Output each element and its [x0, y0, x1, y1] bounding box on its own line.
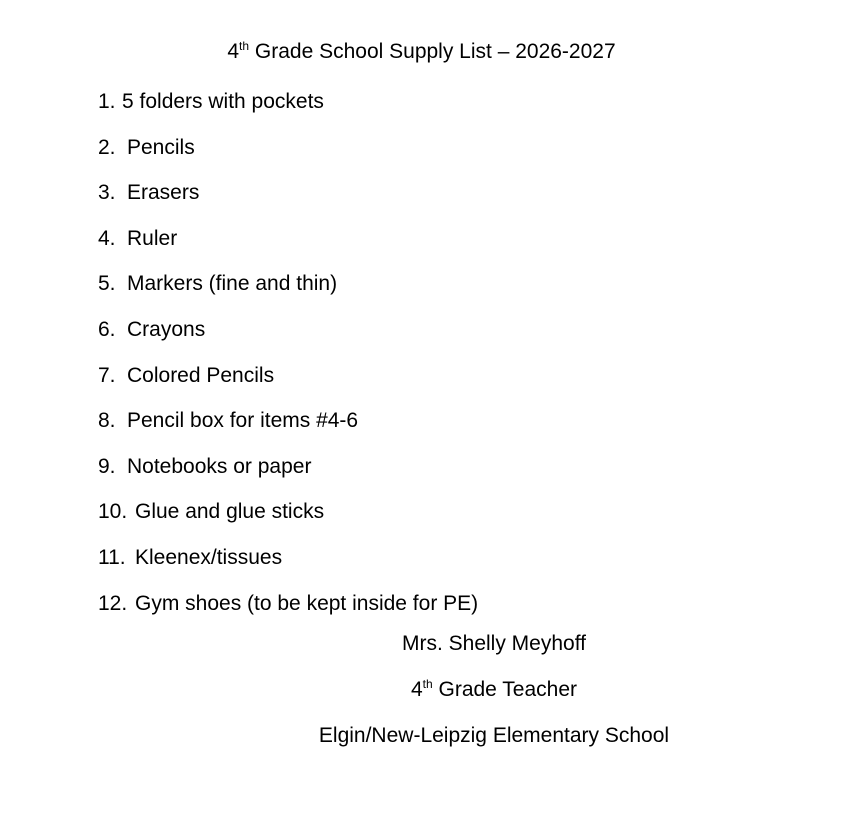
list-item [98, 270, 478, 316]
item-text: Erasers [127, 181, 200, 205]
item-number: 2. [98, 135, 116, 159]
list-item [98, 88, 478, 134]
list-item [98, 362, 478, 408]
item-number: 5. [98, 272, 116, 296]
item-number: 7. [98, 363, 116, 387]
list-item [98, 134, 478, 180]
item-number: 8. [98, 409, 116, 433]
list-item [98, 590, 478, 636]
item-text: Notebooks or paper [127, 454, 312, 478]
school-name: Elgin/New-Leipzig Elementary School [318, 724, 670, 747]
role-grade-number: 4 [410, 678, 423, 701]
item-text: Markers (fine and thin) [127, 272, 338, 296]
item-text: Pencils [127, 135, 195, 159]
item-number: 3. [98, 181, 116, 205]
list-item [98, 498, 478, 544]
item-number: 9. [98, 454, 116, 478]
teacher-role [0, 676, 863, 704]
item-number: 12. [98, 591, 128, 615]
list-item [98, 179, 478, 225]
list-item [98, 225, 478, 271]
item-text: Kleenex/tissues [135, 545, 283, 569]
item-number: 4. [98, 226, 116, 250]
item-text: Crayons [127, 317, 206, 341]
list-item [98, 407, 478, 453]
supply-list [98, 88, 478, 635]
item-text: Gym shoes (to be kept inside for PE) [135, 591, 479, 615]
list-item [98, 316, 478, 362]
item-number: 6. [98, 317, 116, 341]
item-text: Glue and glue sticks [135, 500, 325, 524]
list-item [98, 544, 478, 590]
role-grade-suffix: th [422, 677, 433, 691]
item-text: Pencil box for items #4-6 [127, 409, 359, 433]
page-title [0, 38, 843, 66]
item-number: 10. [98, 500, 128, 524]
item-text: 5 folders with pockets [122, 90, 324, 113]
item-number: 1. [98, 90, 116, 113]
item-text: Colored Pencils [127, 363, 275, 387]
list-item [98, 453, 478, 499]
item-text: Ruler [127, 226, 178, 250]
title-grade-number: 4 [227, 40, 240, 63]
item-number: 11. [98, 545, 126, 569]
title-text: Grade School Supply List – 2026-2027 [249, 40, 616, 63]
title-grade-suffix: th [239, 39, 250, 53]
role-text: Grade Teacher [432, 678, 578, 701]
teacher-name: Mrs. Shelly Meyhoff [401, 632, 586, 655]
